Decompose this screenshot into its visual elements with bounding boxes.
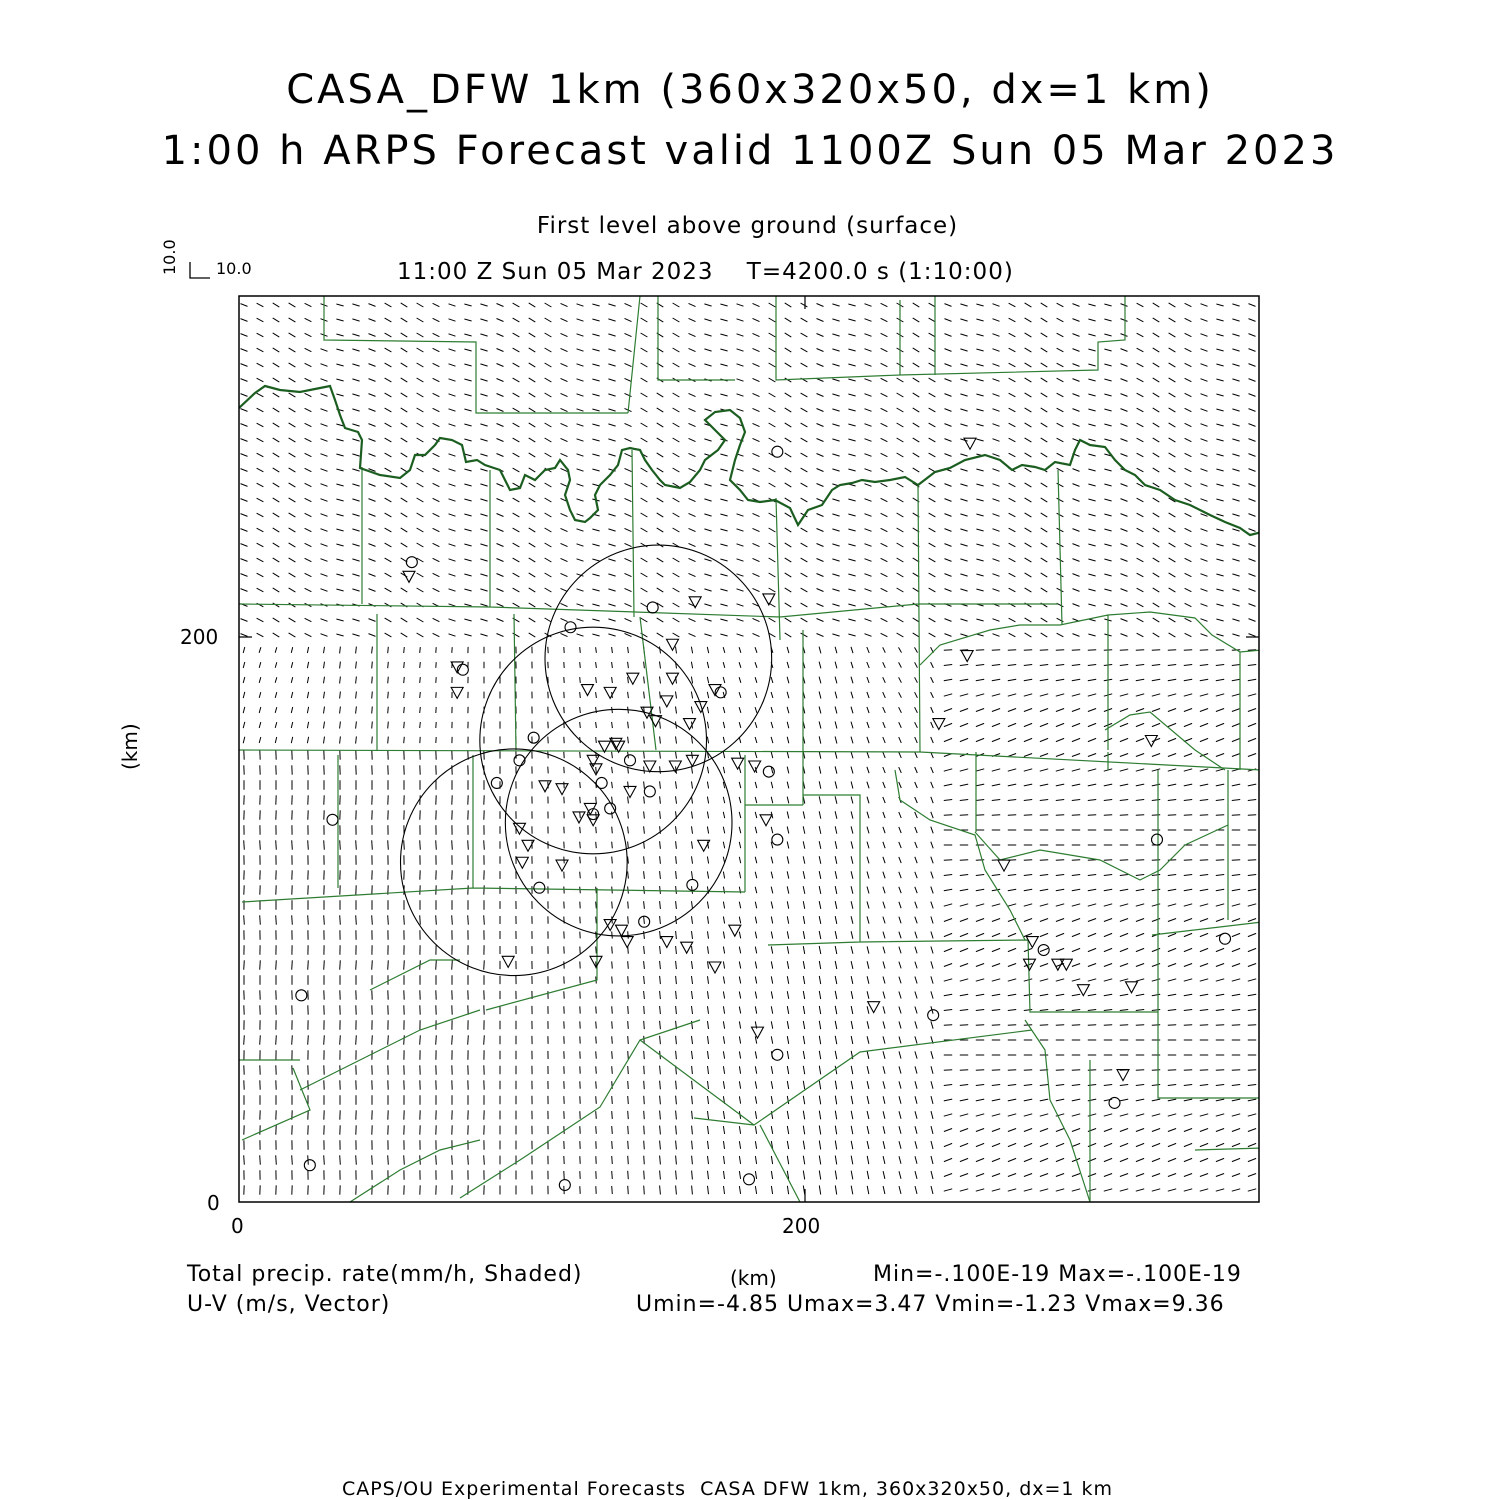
station-circle-marker — [744, 1174, 755, 1185]
station-triangle-marker — [684, 719, 696, 730]
station-triangle-marker — [933, 719, 945, 730]
credit-line: CAPS/OU Experimental Forecasts CASA DFW 1km, 360x320x50, dx=1 km — [341, 1478, 1114, 1500]
station-triangle-marker — [587, 815, 599, 826]
vector-key-horizontal-label: 10.0 — [216, 259, 252, 278]
station-circle-marker — [327, 814, 338, 825]
station-triangle-marker — [1145, 736, 1157, 747]
station-triangle-marker — [1126, 982, 1138, 993]
station-triangle-marker — [403, 571, 415, 582]
y-tick-200: 200 — [180, 625, 219, 649]
station-triangle-marker — [868, 1002, 880, 1013]
station-circle-marker — [772, 446, 783, 457]
wind-vector-field — [241, 303, 1257, 1195]
level-label: First level above ground (surface) — [536, 213, 959, 239]
station-circle-marker — [647, 602, 658, 613]
station-circle-marker — [772, 834, 783, 845]
station-triangle-marker — [732, 758, 744, 769]
station-circle-marker — [559, 1180, 570, 1191]
axis-ticks — [239, 296, 1259, 1202]
station-triangle-marker — [695, 702, 707, 713]
station-triangle-marker — [749, 761, 761, 772]
station-triangle-marker — [644, 761, 656, 772]
field2-label: U-V (m/s, Vector) — [187, 1292, 391, 1317]
x-axis-label: (km) — [730, 1266, 777, 1290]
station-triangle-marker — [998, 860, 1010, 871]
station-triangle-marker — [961, 651, 973, 662]
station-circle-marker — [491, 777, 502, 788]
vector-key-icon — [190, 262, 210, 278]
station-triangle-marker — [502, 956, 514, 967]
station-triangle-marker — [556, 860, 568, 871]
station-triangle-marker — [681, 942, 693, 953]
station-triangle-marker — [624, 786, 636, 797]
y-tick-0: 0 — [207, 1191, 220, 1215]
station-circle-marker — [644, 786, 655, 797]
station-circle-marker — [625, 755, 636, 766]
station-triangle-marker — [661, 937, 673, 948]
station-triangle-marker — [1117, 1070, 1129, 1081]
map-subtitle: 1:00 h ARPS Forecast valid 1100Z Sun 05 Mar 2023 — [161, 128, 1339, 174]
station-circle-marker — [772, 1049, 783, 1060]
station-triangle-marker — [582, 685, 594, 696]
station-triangle-marker — [621, 937, 633, 948]
y-axis-label: (km) — [118, 723, 142, 770]
station-circle-marker — [928, 1010, 939, 1021]
station-triangle-marker — [752, 1027, 764, 1038]
station-triangle-marker — [451, 687, 463, 698]
county-boundaries — [239, 296, 1262, 1202]
station-triangle-marker — [587, 755, 599, 766]
station-circle-marker — [1220, 933, 1231, 944]
station-circle-marker — [406, 557, 417, 568]
station-triangle-marker — [539, 781, 551, 792]
station-triangle-marker — [709, 962, 721, 973]
river-boundary — [239, 386, 1262, 535]
field1-label: Total precip. rate(mm/h, Shaded) — [187, 1262, 583, 1287]
station-triangle-marker — [661, 696, 673, 707]
station-triangle-marker — [514, 823, 526, 834]
radar-range-ring — [545, 545, 772, 772]
radar-range-ring — [400, 749, 627, 976]
radar-range-rings — [400, 545, 771, 976]
station-circle-marker — [1152, 834, 1163, 845]
station-circle-marker — [528, 732, 539, 743]
station-triangle-marker — [604, 687, 616, 698]
map-title: CASA_DFW 1km (360x320x50, dx=1 km) — [286, 67, 1214, 113]
station-circle-marker — [1109, 1097, 1120, 1108]
map-frame — [239, 296, 1259, 1202]
station-triangle-marker — [729, 925, 741, 936]
station-triangle-marker — [964, 438, 976, 449]
station-circle-marker — [565, 622, 576, 633]
station-triangle-marker — [516, 857, 528, 868]
x-tick-200: 200 — [782, 1214, 821, 1238]
station-circle-marker — [304, 1160, 315, 1171]
station-triangle-marker — [556, 784, 568, 795]
station-circle-marker — [296, 990, 307, 1001]
station-circle-marker — [596, 777, 607, 788]
station-triangle-marker — [573, 812, 585, 823]
vector-key-vertical-label: 10.0 — [160, 239, 179, 275]
station-triangle-marker — [616, 925, 628, 936]
station-triangle-marker — [760, 815, 772, 826]
wind-vector — [241, 303, 1257, 1195]
station-triangle-marker — [667, 639, 679, 650]
x-tick-0: 0 — [231, 1214, 244, 1238]
field2-stats: Umin=-4.85 Umax=3.47 Vmin=-1.23 Vmax=9.36 — [636, 1292, 1225, 1317]
valid-time-label: 11:00 Z Sun 05 Mar 2023 T=4200.0 s (1:10:00) — [397, 259, 1014, 285]
field1-stats: Min=-.100E-19 Max=-.100E-19 — [873, 1262, 1242, 1287]
station-circle-marker — [534, 882, 545, 893]
